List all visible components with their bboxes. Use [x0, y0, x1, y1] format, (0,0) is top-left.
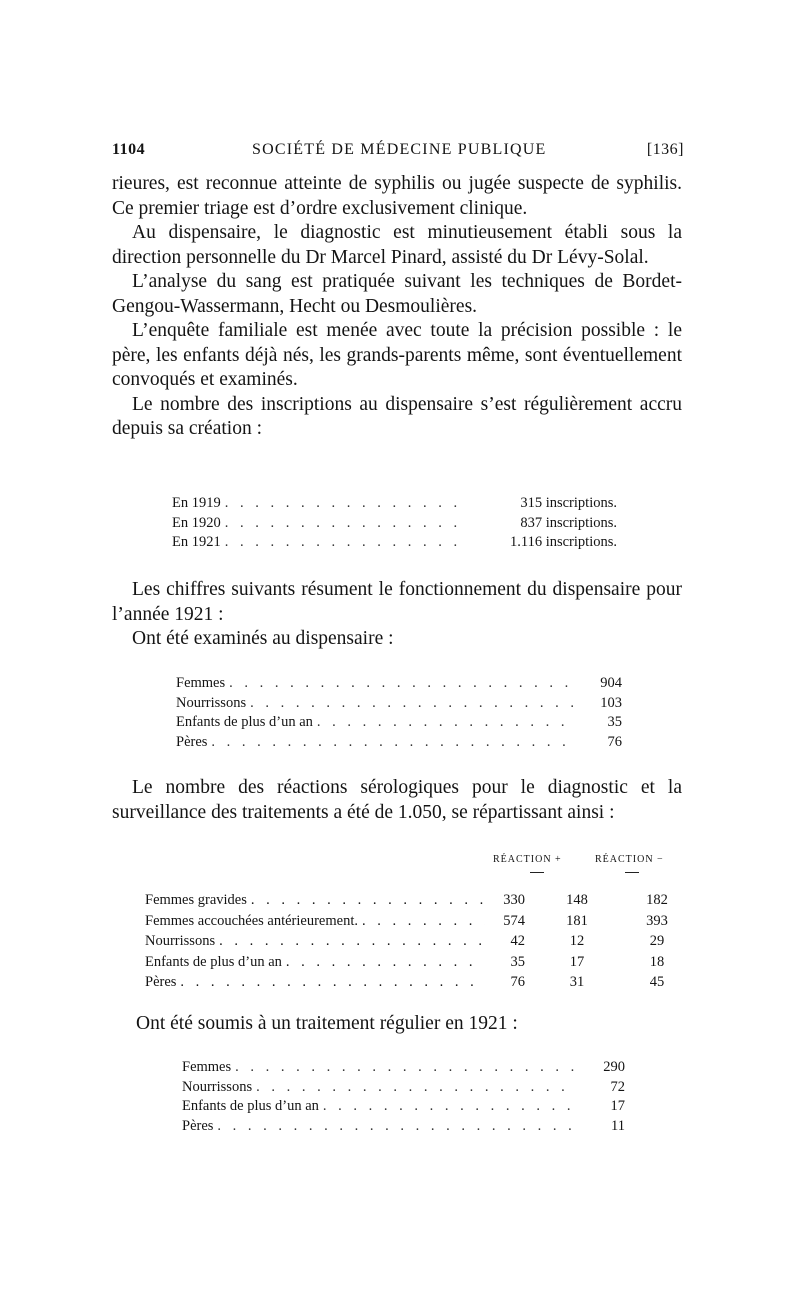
column-header-negative: RÉACTION − [595, 854, 664, 865]
table-row [145, 892, 685, 913]
positive-cell: 31 [569, 974, 585, 990]
serology-table [145, 850, 685, 995]
paragraph: Ont été soumis à un traitement régulier en 1921 : [136, 1013, 518, 1034]
list-item [182, 1097, 625, 1117]
paragraph: Au dispensaire, le diagnostic est minutieusement établi sous la direction personnelle du Dr Marcel Pinard, assisté du Dr Lévy-Solal. [112, 222, 682, 268]
negative-cell: 393 [646, 912, 668, 929]
row-label: Enfants de plus d’un an [145, 953, 282, 970]
category-count: 290 [603, 1059, 625, 1075]
negative-cell: 182 [646, 892, 668, 908]
dot-leader [323, 1097, 577, 1117]
positive-cell: 17 [569, 953, 585, 970]
table-row [145, 974, 685, 995]
dot-leader [229, 674, 576, 694]
list-item [182, 1117, 625, 1137]
serology-table-header [145, 850, 685, 892]
category-label: Nourrissons [182, 1078, 253, 1095]
category-count: 72 [610, 1078, 625, 1095]
row-label: Femmes gravides [145, 892, 247, 908]
list-item [182, 1058, 625, 1078]
category-label: Enfants de plus d’un an [182, 1098, 319, 1114]
running-header [112, 141, 684, 163]
dot-leader [225, 533, 463, 553]
inscriptions-list [172, 494, 617, 553]
body-block-2 [112, 578, 682, 652]
inscription-count: 1.116 inscriptions. [509, 534, 617, 550]
inscription-count: 837 inscriptions. [520, 514, 617, 531]
paragraph: L’enquête familiale est menée avec toute la précision possible : le père, les enfants déjà nés, les grands-parents même, sont éventuellement convoqués et examinés. [112, 320, 682, 390]
negative-cell: 18 [649, 953, 665, 970]
dot-leader [217, 1117, 577, 1137]
table-row [145, 933, 685, 954]
paragraph: L’analyse du sang est pratiquée suivant les techniques de Bordet-Gengou-Wassermann, Hecht ou Desmoulières. [112, 271, 682, 317]
table-row [145, 954, 685, 975]
paragraph: Ont été examinés au dispensaire : [132, 628, 394, 649]
category-label: Pères [176, 733, 208, 750]
negative-cell: 29 [649, 933, 665, 949]
paragraph: Le nombre des réactions sérologiques pour le diagnostic et la surveillance des traitements a été de 1.050, se répartissant ainsi : [112, 777, 682, 823]
total-cell: 330 [503, 892, 525, 908]
positive-cell: 12 [569, 933, 585, 949]
journal-title: SOCIÉTÉ DE MÉDECINE PUBLIQUE [252, 141, 547, 158]
row-label: Nourrissons [145, 933, 216, 949]
year-label: En 1920 [172, 514, 221, 531]
table-row [145, 913, 685, 934]
dot-leader [211, 733, 576, 753]
year-label: En 1921 [172, 534, 221, 550]
list-item [176, 694, 622, 714]
list-item [172, 494, 617, 514]
header-rule [625, 872, 639, 873]
inscription-count: 315 inscriptions. [520, 495, 617, 511]
dot-leader [286, 954, 485, 971]
category-count: 11 [611, 1117, 625, 1134]
positive-cell: 148 [566, 892, 588, 908]
dot-leader [250, 694, 576, 714]
column-header-positive: RÉACTION + [493, 854, 562, 865]
list-item [176, 674, 622, 694]
list-item [176, 713, 622, 733]
dot-leader [251, 892, 485, 909]
page-number: 1104 [112, 141, 146, 158]
list-item [172, 533, 617, 553]
dot-leader [180, 974, 485, 991]
total-cell: 42 [510, 933, 525, 949]
body-block-1 [112, 172, 682, 442]
category-count: 103 [600, 694, 622, 711]
section-number: [136] [646, 141, 684, 158]
header-rule [530, 872, 544, 873]
body-block-3 [112, 776, 682, 825]
body-block-4 [116, 1012, 686, 1037]
total-cell: 76 [510, 974, 525, 990]
year-label: En 1919 [172, 495, 221, 511]
dot-leader [225, 514, 463, 534]
examines-list [176, 674, 622, 752]
list-item [172, 514, 617, 534]
category-count: 17 [610, 1098, 625, 1114]
row-label: Pères [145, 974, 177, 990]
dot-leader [256, 1078, 577, 1098]
total-cell: 35 [510, 953, 525, 970]
category-label: Enfants de plus d’un an [176, 714, 313, 730]
category-label: Femmes [182, 1059, 232, 1075]
dot-leader [362, 913, 485, 930]
negative-cell: 45 [649, 974, 665, 990]
dot-leader [317, 713, 576, 733]
category-count: 904 [600, 675, 622, 691]
positive-cell: 181 [566, 912, 588, 929]
list-item [176, 733, 622, 753]
category-label: Nourrissons [176, 694, 247, 711]
category-count: 35 [607, 714, 622, 730]
dot-leader [235, 1058, 577, 1078]
traitement-list [182, 1058, 625, 1136]
category-label: Pères [182, 1117, 214, 1134]
paragraph: Le nombre des inscriptions au dispensaire s’est régulièrement accru depuis sa création : [112, 393, 682, 439]
paragraph: rieures, est reconnue atteinte de syphilis ou jugée suspecte de syphilis. Ce premier triage est d’ordre exclusivement clinique. [112, 173, 682, 219]
category-count: 76 [607, 733, 622, 750]
row-label: Femmes accouchées antérieurement. [145, 912, 358, 929]
dot-leader [219, 933, 485, 950]
paragraph: Les chiffres suivants résument le fonctionnement du dispensaire pour l’année 1921 : [112, 579, 682, 625]
dot-leader [225, 494, 463, 514]
category-label: Femmes [176, 675, 226, 691]
total-cell: 574 [503, 912, 525, 929]
list-item [182, 1078, 625, 1098]
